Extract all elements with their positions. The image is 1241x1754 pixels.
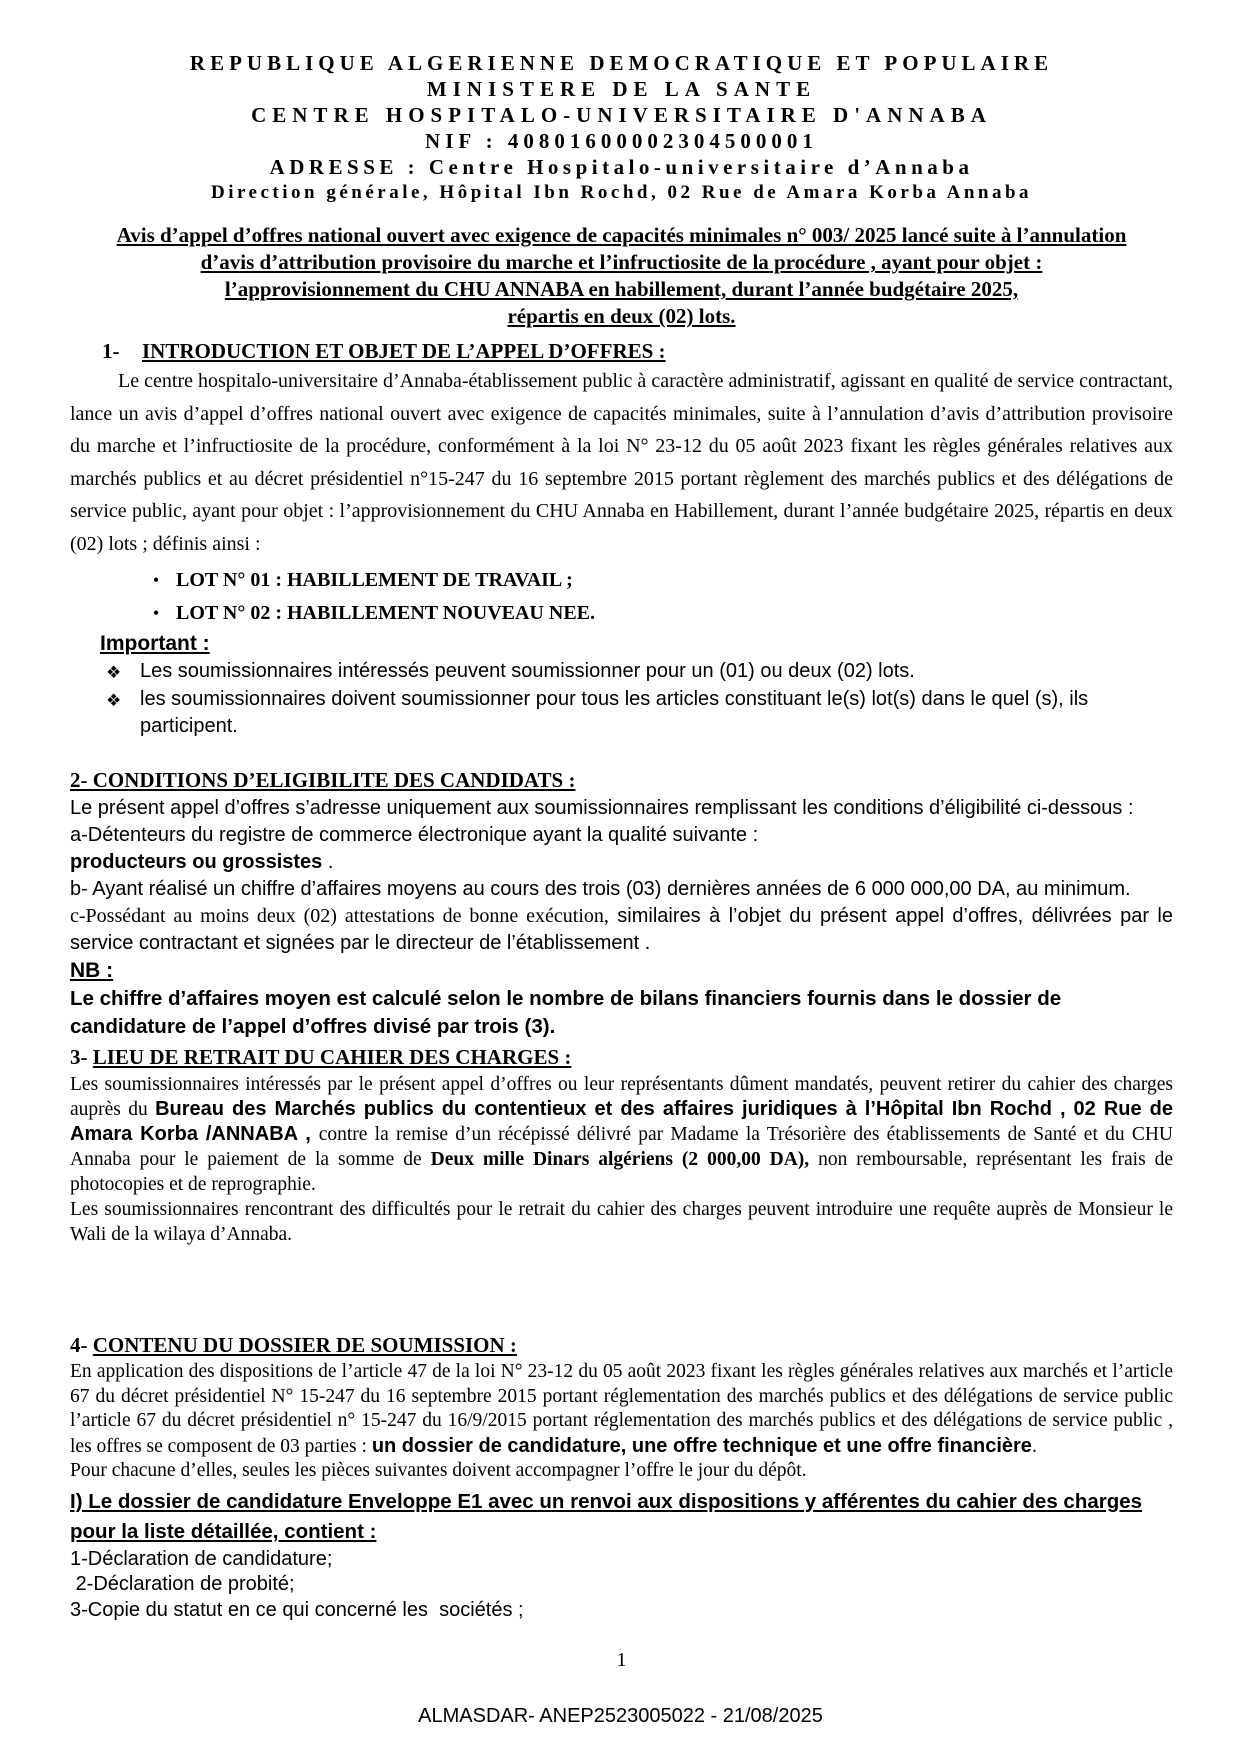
section1-heading-text: INTRODUCTION ET OBJET DE L’APPEL D’OFFRES : xyxy=(142,339,666,363)
section3-heading-text: LIEU DE RETRAIT DU CAHIER DES CHARGES : xyxy=(92,1045,572,1069)
header-direction-line: Direction générale, Hôpital Ibn Rochd, 02 Rue de Amara Korba Annaba xyxy=(210,182,1033,203)
bureau-bold-text: Bureau des Marchés publics du contentieux et des affaires juridiques à l’Hôpital Ibn Rochd , 02 Rue de Amara Korba /ANNABA , xyxy=(70,1098,1173,1145)
bullet-icon: • xyxy=(153,605,159,622)
notice-title-line-2: d’avis d’attribution provisoire du marche et l’infructiosite de la procédure , ayant pour objet : xyxy=(200,250,1043,274)
dossier-part-1: En application des dispositions de l’article 47 de la loi N° 23-12 du 05 août 2023 fixant les règles générales relatives aux marchés et l’article 67 du décret présidentiel N° 15-247 du 16 septembre 2015 portant réglementation des marchés publics et des délégations de service public l’article 67 du décret présidentiel n° 15-247 du 16/9/2015 portant réglementation des marchés publics et des délégations de service public , les offres se composent de 03 parties : xyxy=(70,1361,1173,1457)
condition-c-sans-part: similaires à l’objet du présent appel d’offres, délivrées par le service contractant et signées par le directeur de l’établissement . xyxy=(70,905,1173,954)
section1-heading xyxy=(70,337,1173,365)
e1-item-1: 1-Déclaration de candidature; xyxy=(70,1547,333,1570)
notice-title xyxy=(70,222,1173,330)
bullet-icon: • xyxy=(153,572,159,589)
important-list xyxy=(70,658,1173,740)
section2-heading: 2- CONDITIONS D’ELIGIBILITE DES CANDIDATS : xyxy=(70,768,576,792)
dossier-part-2: . xyxy=(1031,1435,1037,1457)
header-hospital-line: CENTRE HOSPITALO-UNIVERSITAIRE D'ANNABA xyxy=(251,103,992,127)
section1-number: 1- xyxy=(102,339,120,363)
intro-paragraph: Le centre hospitalo-universitaire d’Annaba-établissement public à caractère administratif, agissant en qualité de service contractant, lance un avis d’appel d’offres national ouvert avec exigence de capacités minimales, suite à l’annulation d’avis d’attribution provisoire du marche et l’infructiosite de la procédure, conformément à la loi N° 23-12 du 05 août 2023 fixant les règles générales relatives aux marchés publics et au décret présidentiel n°15-247 du 16 septembre 2015 portant règlement des marchés publics et des délégations de service public, ayant pour objet : l’approvisionnement du CHU Annaba en Habillement, durant l’année budgétaire 2025, répartis en deux (02) lots ; définis ainsi : xyxy=(70,370,1173,555)
retrait-part-3: non remboursable, représentant les frais de photocopies et de reprographie. xyxy=(70,1149,1174,1195)
lot-item-1-label: LOT N° 01 : HABILLEMENT DE TRAVAIL ; xyxy=(176,569,573,591)
pieces-line: Pour chacune d’elles, seules les pièces suivantes doivent accompagner l’offre le jour du dépôt. xyxy=(70,1460,807,1481)
lot-item-2 xyxy=(70,597,1173,630)
section3-number: 3- xyxy=(70,1045,88,1069)
lot-item-1 xyxy=(70,564,1173,597)
condition-a-quality xyxy=(70,849,1173,876)
important-label: Important : xyxy=(100,632,210,655)
retrait-part-2: contre la remise d’un récépissé délivré par Madame la Trésorière des établissements de Santé et du CHU Annaba pour le paiement de la somme de xyxy=(70,1124,1174,1170)
header-republic-line: REPUBLIQUE ALGERIENNE DEMOCRATIQUE ET POPULAIRE xyxy=(189,51,1054,75)
condition-a: a-Détenteurs du registre de commerce électronique ayant la qualité suivante : xyxy=(70,824,759,846)
e1-item-3: 3-Copie du statut en ce qui concerné les sociétés ; xyxy=(70,1598,524,1621)
e1-heading: I) Le dossier de candidature Enveloppe E1 avec un renvoi aux dispositions y afférentes du cahier des charges pour la liste détaillée, contient : xyxy=(70,1489,1143,1543)
diamond-bullet-icon: ❖ xyxy=(106,691,122,710)
section4-heading xyxy=(70,1331,1173,1360)
section4-heading-text: CONTENU DU DOSSIER DE SOUMISSION : xyxy=(92,1333,517,1357)
eligibility-intro: Le présent appel d’offres s’adresse uniquement aux soumissionnaires remplissant les conditions d’éligibilité ci-dessous : xyxy=(70,797,1134,819)
amount-bold-text: Deux mille Dinars algériens (2 000,00 DA), xyxy=(430,1149,810,1170)
important-item-2-text: les soumissionnaires doivent soumissionner pour tous les articles constituant le(s) lot(s) dans le quel (s), ils participent. xyxy=(140,688,1089,737)
retrait-part-1: Les soumissionnaires intéressés par le présent appel d’offres ou leur représentants dûment mandatés, peuvent retirer du cahier des charges auprès du xyxy=(70,1074,1173,1120)
nb-label: NB : xyxy=(70,959,114,982)
difficulty-paragraph: Les soumissionnaires rencontrant des difficultés pour le retrait du cahier des charges peuvent introduire une requête auprès de Monsieur le Wali de la wilaya d’Annaba. xyxy=(70,1199,1173,1245)
dossier-paragraph xyxy=(70,1360,1173,1459)
section-retrait xyxy=(70,1043,1173,1247)
page-number: 1 xyxy=(616,1649,627,1671)
producers-bold-text: producteurs ou grossistes xyxy=(70,851,323,873)
condition-c xyxy=(70,903,1173,957)
important-item-1 xyxy=(70,658,1173,686)
offres-parties-bold-text: un dossier de candidature, une offre technique et une offre financière xyxy=(371,1434,1032,1457)
lots-list xyxy=(70,564,1173,630)
letterhead xyxy=(70,50,1173,206)
header-ministry-line: MINISTERE DE LA SANTE xyxy=(426,77,817,101)
condition-c-serif-part: c-Possédant au moins deux (02) attestations de bonne exécution, xyxy=(70,905,609,927)
notice-title-line-4: répartis en deux (02) lots. xyxy=(507,304,736,328)
section-introduction xyxy=(70,337,1173,740)
section-dossier xyxy=(70,1331,1173,1623)
notice-title-line-1: Avis d’appel d’offres national ouvert avec exigence de capacités minimales n° 003/ 2025 lancé suite à l’annulation xyxy=(116,223,1127,247)
retrait-paragraph xyxy=(70,1072,1173,1197)
nb-text: Le chiffre d’affaires moyen est calculé selon le nombre de bilans financiers fournis dans le dossier de candidature de l’appel d’offres divisé par trois (3). xyxy=(70,987,1062,1038)
lot-item-2-label: LOT N° 02 : HABILLEMENT NOUVEAU NEE. xyxy=(176,602,595,624)
diamond-bullet-icon: ❖ xyxy=(106,663,122,682)
producers-tail: . xyxy=(322,851,334,873)
notice-title-line-3: l’approvisionnement du CHU ANNABA en habillement, durant l’année budgétaire 2025, xyxy=(224,277,1019,301)
anep-footer: ALMASDAR- ANEP2523005022 - 21/08/2025 xyxy=(418,1705,823,1727)
important-item-2 xyxy=(70,686,1173,740)
section-eligibility xyxy=(70,766,1173,1041)
header-address-line: ADRESSE : Centre Hospitalo-universitaire d’Annaba xyxy=(269,155,974,179)
condition-b: b- Ayant réalisé un chiffre d’affaires moyens au cours des trois (03) dernières années de 6 000 000,00 DA, au minimum. xyxy=(70,878,1131,900)
section3-heading xyxy=(70,1043,1173,1072)
header-nif-line: NIF : 40801600002304500001 xyxy=(425,129,818,153)
section4-number: 4- xyxy=(70,1333,88,1357)
e1-item-2: 2-Déclaration de probité; xyxy=(70,1573,295,1595)
important-item-1-text: Les soumissionnaires intéressés peuvent soumissionner pour un (01) ou deux (02) lots. xyxy=(140,660,915,682)
